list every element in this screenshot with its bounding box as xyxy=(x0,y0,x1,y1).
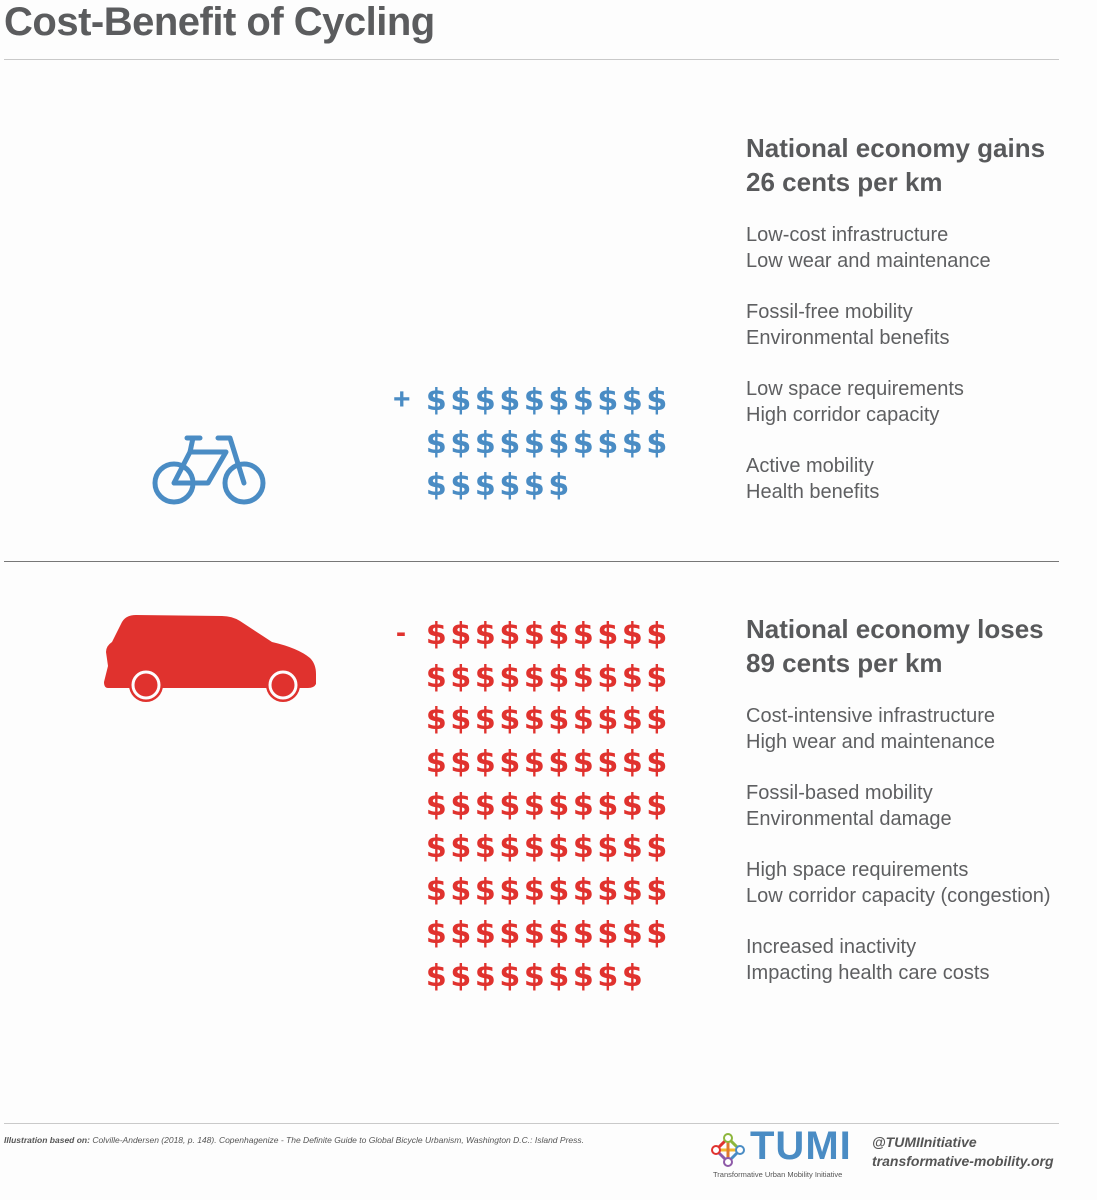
losses-dollar-icon: $ xyxy=(548,702,570,738)
losses-dollar-icon: $ xyxy=(597,915,619,951)
gains-dollar-icon: $ xyxy=(499,425,521,461)
contact-info xyxy=(872,1133,1054,1171)
losses-dollar-icon: $ xyxy=(499,915,521,951)
losses-dollar-icon: $ xyxy=(425,617,447,652)
gains-heading-line1: National economy gains xyxy=(746,133,1046,163)
losses-dollar-icon: $ xyxy=(572,702,594,738)
gains-dollar-icon: $ xyxy=(548,468,570,504)
losses-dollar-icon: $ xyxy=(474,787,496,823)
gains-dollar-icon: $ xyxy=(425,468,447,504)
losses-item-line1: Fossil-based mobility xyxy=(746,782,933,804)
gains-list-item xyxy=(746,299,1086,351)
losses-dollar-icon: $ xyxy=(548,958,570,994)
tumi-network-icon xyxy=(708,1130,748,1170)
gains-dollar-icon: $ xyxy=(425,383,447,418)
gains-list-item xyxy=(746,222,1086,274)
losses-dollar-icon: $ xyxy=(646,617,668,652)
gains-dollar-icon: $ xyxy=(450,383,472,418)
website-link: transformative-mobility.org xyxy=(872,1153,1054,1169)
gains-dollar-icon: $ xyxy=(621,425,643,461)
losses-dollar-icon: $ xyxy=(621,745,643,781)
gains-dollar-icon: $ xyxy=(621,383,643,418)
gains-item-line1: Fossil-free mobility xyxy=(746,301,913,323)
losses-dollar-icon: $ xyxy=(474,915,496,951)
losses-dollar-icon: $ xyxy=(572,873,594,909)
losses-dollar-icon: $ xyxy=(450,915,472,951)
logo-text: TUMI xyxy=(750,1124,852,1168)
losses-dollar-icon: $ xyxy=(572,830,594,866)
losses-dollar-icon: $ xyxy=(474,873,496,909)
losses-dollar-icon: $ xyxy=(621,702,643,738)
losses-item-line1: Cost-intensive infrastructure xyxy=(746,705,995,727)
footnote-label: Illustration based on: xyxy=(4,1135,90,1145)
losses-dollar-icon: $ xyxy=(474,830,496,866)
gains-dollar-icon: $ xyxy=(548,383,570,418)
gains-dollar-icon: $ xyxy=(474,425,496,461)
gains-dollar-icon: $ xyxy=(548,425,570,461)
gains-dollar-icon: $ xyxy=(597,425,619,461)
bicycle-icon xyxy=(150,432,270,510)
losses-item-line2: Impacting health care costs xyxy=(746,962,990,984)
losses-dollar-icon: $ xyxy=(425,702,447,738)
losses-dollar-icon: $ xyxy=(621,830,643,866)
losses-dollar-icon: $ xyxy=(425,873,447,909)
losses-dollar-icon: $ xyxy=(499,830,521,866)
losses-dollar-icon: $ xyxy=(646,873,668,909)
losses-dollar-icon: $ xyxy=(425,745,447,781)
losses-item-line1: Increased inactivity xyxy=(746,936,917,958)
gains-dollar-icon: $ xyxy=(499,468,521,504)
losses-dollar-icon: $ xyxy=(523,873,545,909)
losses-dollar-icon: $ xyxy=(499,659,521,695)
section-divider xyxy=(4,561,1059,562)
losses-dollar-icon: $ xyxy=(597,830,619,866)
losses-dollar-icon: $ xyxy=(523,830,545,866)
losses-dollar-icon: $ xyxy=(548,617,570,652)
losses-dollar-icon: $ xyxy=(425,915,447,951)
losses-dollar-icon: $ xyxy=(572,617,594,652)
losses-dollar-icon: $ xyxy=(523,915,545,951)
gains-dollar-icon: $ xyxy=(597,383,619,418)
gains-dollar-icon: $ xyxy=(572,383,594,418)
gains-dollar-icon: $ xyxy=(499,383,521,418)
gains-dollar-icon: $ xyxy=(425,425,447,461)
losses-item-line2: High wear and maintenance xyxy=(746,731,996,753)
losses-dollar-icon: $ xyxy=(450,787,472,823)
losses-dollar-grid xyxy=(424,614,674,998)
losses-dollar-icon: $ xyxy=(572,745,594,781)
losses-dollar-icon: $ xyxy=(425,958,447,994)
losses-dollar-icon: $ xyxy=(523,702,545,738)
losses-panel xyxy=(746,612,1086,1011)
losses-dollar-icon: $ xyxy=(450,745,472,781)
losses-list-item xyxy=(746,703,1086,755)
losses-dollar-icon: $ xyxy=(621,617,643,652)
losses-dollar-icon: $ xyxy=(597,702,619,738)
losses-dollar-icon: $ xyxy=(523,745,545,781)
losses-sign: - xyxy=(396,616,406,649)
gains-heading-line2: 26 cents per km xyxy=(746,167,943,197)
gains-dollar-icon: $ xyxy=(523,425,545,461)
losses-dollar-icon: $ xyxy=(548,830,570,866)
losses-dollar-icon: $ xyxy=(474,745,496,781)
source-footnote xyxy=(4,1135,584,1145)
gains-dollar-icon: $ xyxy=(450,468,472,504)
losses-dollar-icon: $ xyxy=(425,830,447,866)
losses-heading-line1: National economy loses xyxy=(746,614,1044,644)
losses-dollar-icon: $ xyxy=(646,745,668,781)
gains-item-line2: High corridor capacity xyxy=(746,404,940,426)
gains-dollar-icon: $ xyxy=(474,383,496,418)
gains-item-line1: Low-cost infrastructure xyxy=(746,224,949,246)
losses-dollar-icon: $ xyxy=(425,787,447,823)
losses-dollar-icon: $ xyxy=(597,659,619,695)
losses-list xyxy=(746,703,1086,986)
losses-dollar-icon: $ xyxy=(646,830,668,866)
losses-dollar-icon: $ xyxy=(572,659,594,695)
gains-dollar-icon: $ xyxy=(572,425,594,461)
losses-dollar-icon: $ xyxy=(499,958,521,994)
losses-dollar-icon: $ xyxy=(474,702,496,738)
losses-dollar-icon: $ xyxy=(572,915,594,951)
losses-dollar-icon: $ xyxy=(499,617,521,652)
losses-dollar-icon: $ xyxy=(572,958,594,994)
losses-dollar-icon: $ xyxy=(474,659,496,695)
gains-item-line1: Low space requirements xyxy=(746,378,964,400)
gains-panel xyxy=(746,131,1086,530)
logo-subtitle: Transformative Urban Mobility Initiative xyxy=(713,1170,843,1179)
gains-dollar-icon: $ xyxy=(450,425,472,461)
gains-dollar-icon: $ xyxy=(474,468,496,504)
losses-dollar-icon: $ xyxy=(597,787,619,823)
gains-dollar-grid xyxy=(424,380,674,508)
losses-list-item xyxy=(746,934,1086,986)
losses-dollar-icon: $ xyxy=(621,915,643,951)
losses-dollar-icon: $ xyxy=(523,659,545,695)
gains-list xyxy=(746,222,1086,505)
gains-item-line2: Low wear and maintenance xyxy=(746,250,991,272)
footnote-text: Colville-Andersen (2018, p. 148). Copenhagenize - The Definite Guide to Global Bicycle Urbanism, Washington D.C.: Island Press. xyxy=(89,1135,584,1145)
losses-dollar-icon: $ xyxy=(548,659,570,695)
losses-dollar-icon: $ xyxy=(523,787,545,823)
losses-dollar-icon: $ xyxy=(450,830,472,866)
losses-list-item xyxy=(746,780,1086,832)
losses-item-line1: High space requirements xyxy=(746,859,969,881)
losses-heading-line2: 89 cents per km xyxy=(746,648,943,678)
losses-dollar-icon: $ xyxy=(548,787,570,823)
losses-heading xyxy=(746,612,1086,680)
losses-dollar-icon: $ xyxy=(425,659,447,695)
losses-dollar-icon: $ xyxy=(548,915,570,951)
losses-item-line2: Environmental damage xyxy=(746,808,952,830)
losses-dollar-icon: $ xyxy=(646,915,668,951)
gains-dollar-icon: $ xyxy=(523,383,545,418)
losses-dollar-icon: $ xyxy=(646,787,668,823)
losses-list-item xyxy=(746,857,1086,909)
losses-dollar-icon: $ xyxy=(499,873,521,909)
losses-dollar-icon: $ xyxy=(597,745,619,781)
losses-dollar-icon: $ xyxy=(621,659,643,695)
losses-dollar-icon: $ xyxy=(548,873,570,909)
losses-dollar-icon: $ xyxy=(597,873,619,909)
footer-divider xyxy=(4,1123,1059,1124)
losses-dollar-icon: $ xyxy=(450,873,472,909)
gains-dollar-icon: $ xyxy=(646,383,668,418)
losses-dollar-icon: $ xyxy=(572,787,594,823)
losses-dollar-icon: $ xyxy=(499,745,521,781)
losses-dollar-icon: $ xyxy=(646,702,668,738)
losses-item-line2: Low corridor capacity (congestion) xyxy=(746,885,1051,907)
gains-list-item xyxy=(746,376,1086,428)
losses-dollar-icon: $ xyxy=(450,702,472,738)
losses-dollar-icon: $ xyxy=(499,787,521,823)
losses-dollar-icon: $ xyxy=(450,958,472,994)
losses-dollar-icon: $ xyxy=(597,617,619,652)
losses-dollar-icon: $ xyxy=(450,617,472,652)
losses-dollar-icon: $ xyxy=(621,873,643,909)
gains-item-line2: Health benefits xyxy=(746,481,880,503)
gains-dollar-icon: $ xyxy=(646,425,668,461)
losses-dollar-icon: $ xyxy=(499,702,521,738)
losses-dollar-icon: $ xyxy=(474,958,496,994)
gains-item-line2: Environmental benefits xyxy=(746,327,950,349)
losses-dollar-icon: $ xyxy=(621,958,643,994)
losses-dollar-icon: $ xyxy=(474,617,496,652)
gains-list-item xyxy=(746,453,1086,505)
gains-sign: + xyxy=(393,383,411,416)
losses-dollar-icon: $ xyxy=(646,659,668,695)
twitter-handle: @TUMIInitiative xyxy=(872,1134,977,1150)
gains-dollar-icon: $ xyxy=(523,468,545,504)
top-divider xyxy=(4,59,1059,60)
tumi-logo xyxy=(708,1124,858,1184)
page-title: Cost-Benefit of Cycling xyxy=(4,0,435,44)
gains-item-line1: Active mobility xyxy=(746,455,874,477)
losses-dollar-icon: $ xyxy=(597,958,619,994)
losses-dollar-icon: $ xyxy=(548,745,570,781)
losses-dollar-icon: $ xyxy=(621,787,643,823)
losses-dollar-icon: $ xyxy=(523,958,545,994)
car-icon xyxy=(102,612,320,704)
losses-dollar-icon: $ xyxy=(450,659,472,695)
gains-heading xyxy=(746,131,1086,199)
losses-dollar-icon: $ xyxy=(523,617,545,652)
